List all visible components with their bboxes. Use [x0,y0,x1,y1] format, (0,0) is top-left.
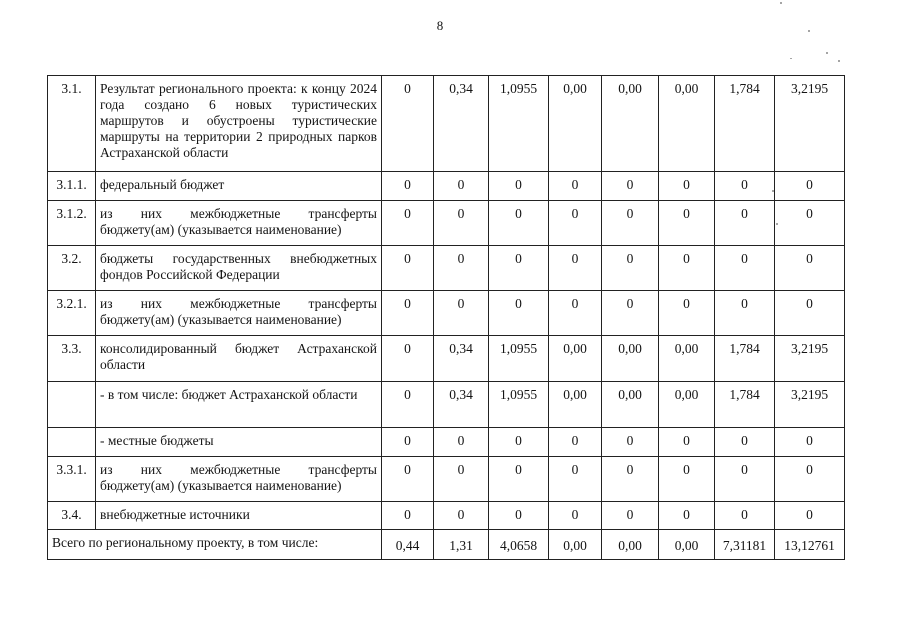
total-value: 13,12761 [775,530,845,560]
row-code: 3.3.1. [48,457,96,502]
table-row [48,336,845,382]
row-value: 0 [715,428,775,457]
row-value: 0 [382,246,434,291]
row-value: 0 [775,246,845,291]
table-row [48,172,845,201]
row-value: 0 [434,428,489,457]
row-value: 0 [434,201,489,246]
row-value: 1,784 [715,336,775,382]
row-value: 0 [659,428,715,457]
row-code [48,428,96,457]
row-value: 0,00 [549,76,602,172]
row-value: 0 [602,291,659,336]
row-value: 0 [775,428,845,457]
row-description: из них межбюджетные трансферты бюджету(ам) (указывается наименование) [96,201,382,246]
table-row [48,201,845,246]
scan-speck [808,30,810,32]
row-value: 0 [549,201,602,246]
table-row [48,457,845,502]
table-row [48,76,845,172]
row-value: 0 [434,457,489,502]
row-value: 0 [382,201,434,246]
row-code: 3.1.2. [48,201,96,246]
row-description: федеральный бюджет [96,172,382,201]
row-value: 0 [489,201,549,246]
row-value: 0 [549,457,602,502]
row-value: 1,784 [715,76,775,172]
row-value: 0 [489,172,549,201]
table-row [48,428,845,457]
row-description: бюджеты государственных внебюджетных фондов Российской Федерации [96,246,382,291]
row-value: 0 [659,457,715,502]
row-value: 0 [382,382,434,428]
row-description: - в том числе: бюджет Астраханской области [96,382,382,428]
row-value: 0 [659,201,715,246]
row-value: 0,00 [602,336,659,382]
row-value: 0 [382,291,434,336]
row-value: 0 [434,291,489,336]
row-value: 0 [775,172,845,201]
row-value: 0 [489,246,549,291]
row-value: 0 [602,246,659,291]
row-value: 0 [659,291,715,336]
row-code: 3.4. [48,502,96,530]
total-value: 0,00 [659,530,715,560]
row-value: 0 [602,502,659,530]
row-value: 0 [715,201,775,246]
row-value: 0,00 [659,382,715,428]
total-value: 1,31 [434,530,489,560]
table-row [48,502,845,530]
page-number: 8 [436,18,444,33]
row-description: консолидированный бюджет Астраханской области [96,336,382,382]
row-value: 0 [382,457,434,502]
row-value: 0,00 [602,76,659,172]
row-value: 0 [549,428,602,457]
row-value: 0 [775,201,845,246]
row-code: 3.1.1. [48,172,96,201]
row-value: 0 [602,457,659,502]
row-code: 3.2.1. [48,291,96,336]
row-value: 1,0955 [489,382,549,428]
row-value: 0,00 [659,336,715,382]
row-value: 0 [549,246,602,291]
row-code: 3.2. [48,246,96,291]
total-value: 4,0658 [489,530,549,560]
row-value: 0 [602,201,659,246]
total-value: 0,00 [549,530,602,560]
total-label: Всего по региональному проекту, в том числе: [48,530,382,560]
row-value: 0 [659,246,715,291]
row-description: из них межбюджетные трансферты бюджету(ам) (указывается наименование) [96,291,382,336]
row-code: 3.3. [48,336,96,382]
row-value: 0,00 [549,336,602,382]
table-row [48,291,845,336]
row-value: 0 [549,172,602,201]
row-value: 0 [715,246,775,291]
budget-table [47,75,845,560]
row-value: 0 [602,428,659,457]
total-row [48,530,845,560]
row-value: 0,34 [434,336,489,382]
row-value: 0 [715,172,775,201]
row-value: 0 [382,172,434,201]
row-value: 0,00 [602,382,659,428]
row-value: 0 [382,336,434,382]
row-value: 0 [549,291,602,336]
row-description: внебюджетные источники [96,502,382,530]
row-value: 0 [549,502,602,530]
row-value: 0,34 [434,382,489,428]
row-value: 0 [659,172,715,201]
row-value: 1,0955 [489,336,549,382]
scan-speck [790,58,792,59]
row-code: 3.1. [48,76,96,172]
row-value: 3,2195 [775,382,845,428]
row-value: 0 [602,172,659,201]
row-description: Результат регионального проекта: к концу 2024 года создано 6 новых туристических маршрутов и обустроены туристические маршруты на территории 2 природных парков Астраханской области [96,76,382,172]
row-value: 0 [775,457,845,502]
row-value: 0 [715,502,775,530]
row-value: 0 [382,428,434,457]
row-value: 0 [659,502,715,530]
row-value: 0 [775,502,845,530]
row-value: 3,2195 [775,76,845,172]
row-value: 0 [489,502,549,530]
row-value: 0 [775,291,845,336]
row-value: 0 [434,246,489,291]
row-value: 1,0955 [489,76,549,172]
scan-speck [780,2,782,4]
scan-speck [772,190,774,192]
scan-speck [776,223,778,225]
table-row [48,382,845,428]
row-value: 0,00 [659,76,715,172]
row-description: - местные бюджеты [96,428,382,457]
row-code [48,382,96,428]
scan-speck [838,60,840,62]
row-value: 0 [434,172,489,201]
row-value: 0 [489,291,549,336]
row-value: 0 [489,428,549,457]
row-value: 0,00 [549,382,602,428]
row-value: 1,784 [715,382,775,428]
total-value: 0,00 [602,530,659,560]
table-body [48,76,845,560]
row-value: 3,2195 [775,336,845,382]
row-value: 0,34 [434,76,489,172]
scan-speck [826,52,828,54]
row-value: 0 [715,291,775,336]
total-value: 7,31181 [715,530,775,560]
row-description: из них межбюджетные трансферты бюджету(ам) (указывается наименование) [96,457,382,502]
row-value: 0 [382,502,434,530]
row-value: 0 [434,502,489,530]
row-value: 0 [489,457,549,502]
row-value: 0 [382,76,434,172]
total-value: 0,44 [382,530,434,560]
table-row [48,246,845,291]
row-value: 0 [715,457,775,502]
